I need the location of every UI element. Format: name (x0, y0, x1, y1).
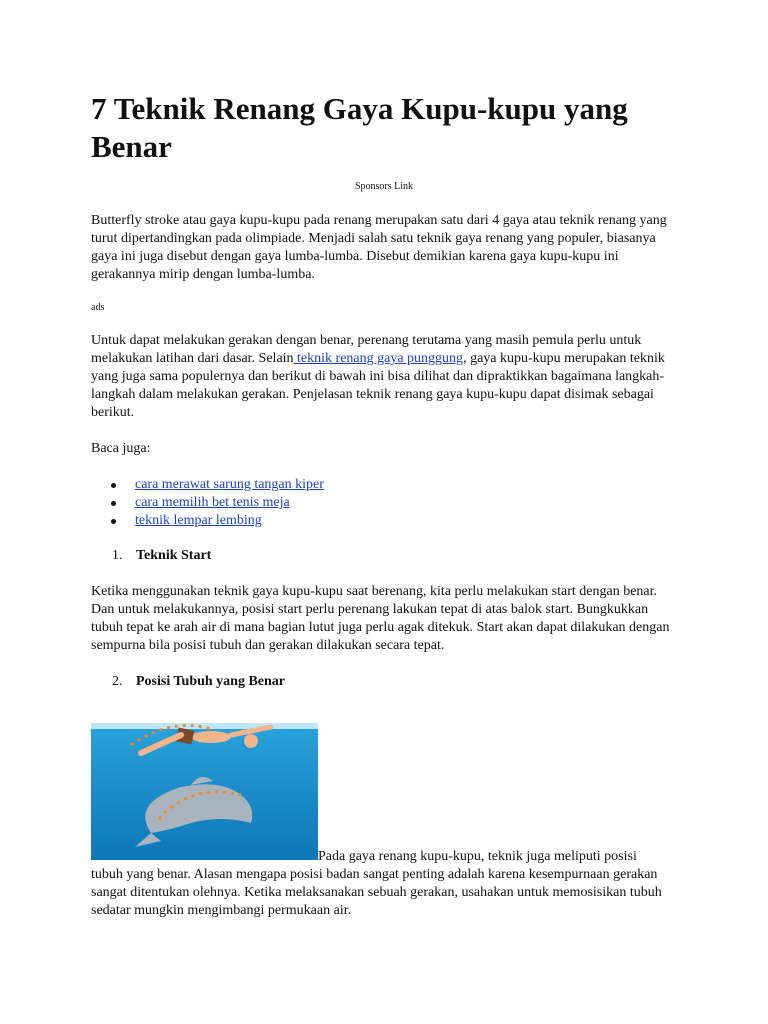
list-item (91, 512, 324, 530)
paragraph-2 (91, 332, 671, 422)
list-item (91, 494, 324, 512)
section-1-number: 1. (112, 548, 123, 563)
related-links-list (91, 476, 324, 530)
section-2-heading (112, 673, 285, 691)
sponsor-label: Sponsors Link (354, 181, 414, 192)
ads-label: ads (91, 302, 105, 313)
intro-paragraph: Butterfly stroke atau gaya kupu-kupu pada renang merupakan satu dari 4 gaya atau teknik renang yang turut dipertandingkan pada olimpiade. Menjadi salah satu teknik gaya renang yang populer, biasanya gaya ini juga disebut dengan gaya lumba-lumba. Disebut demikian karena gaya kupu-kupu ini gerakannya mirip dengan lumba-lumba. (91, 213, 667, 282)
section-2-title: Posisi Tubuh yang Benar (136, 674, 286, 689)
baca-juga-label: Baca juga: (91, 441, 151, 456)
section-2-paragraph-line-1: Pada gaya renang kupu-kupu, teknik juga meliputi posisi (318, 849, 637, 864)
section-1-heading (112, 547, 211, 565)
page-title: 7 Teknik Renang Gaya Kupu-kupu yang Benar (91, 91, 628, 164)
butterfly-illustration (91, 723, 318, 860)
related-link-3[interactable]: teknik lempar lembing (135, 513, 262, 528)
link-teknik-renang-gaya-punggung[interactable]: teknik renang gaya punggung (293, 351, 464, 366)
section-2-paragraph: tubuh yang benar. Alasan mengapa posisi badan sangat penting adalah karena kesempurnaan gerakan sangat ditentukan olehnya. Ketika melaksanakan sebuah gerakan, usahakan untuk memosisikan tubuh sedatar mungkin mengimbangi permukaan air. (91, 867, 662, 918)
section-1-paragraph: Ketika menggunakan teknik gaya kupu-kupu saat berenang, kita perlu melakukan start dengan benar. Dan untuk melakukannya, posisi start perlu perenang lakukan tepat di atas balok start. Bungkukkan tubuh tepat ke arah air di mana bagian lutut juga perlu agak ditekuk. Start akan dapat dilakukan dengan sempurna bila posisi tubuh dan gerakan dilakukan secara tepat. (91, 584, 670, 653)
list-item (91, 476, 324, 494)
section-2-number: 2. (112, 674, 123, 689)
section-1-title: Teknik Start (136, 548, 212, 563)
related-link-2[interactable]: cara memilih bet tenis meja (135, 495, 290, 510)
paragraph-2-text-a: Untuk dapat melakukan gerakan dengan benar, perenang terutama yang masih pemula perlu untuk melakukan latihan dari dasar. Selain (91, 333, 642, 366)
paragraph-2-text-b: , gaya kupu-kupu merupakan teknik yang juga sama populernya dan berikut di bawah ini bisa dilihat dan dipraktikkan bagaimana langkah-langkah dalam melakukan gerakan. Penjelasan teknik renang gaya kupu-kupu dapat disimak sebagai berikut. (91, 351, 665, 420)
related-link-1[interactable]: cara merawat sarung tangan kiper (135, 477, 324, 492)
